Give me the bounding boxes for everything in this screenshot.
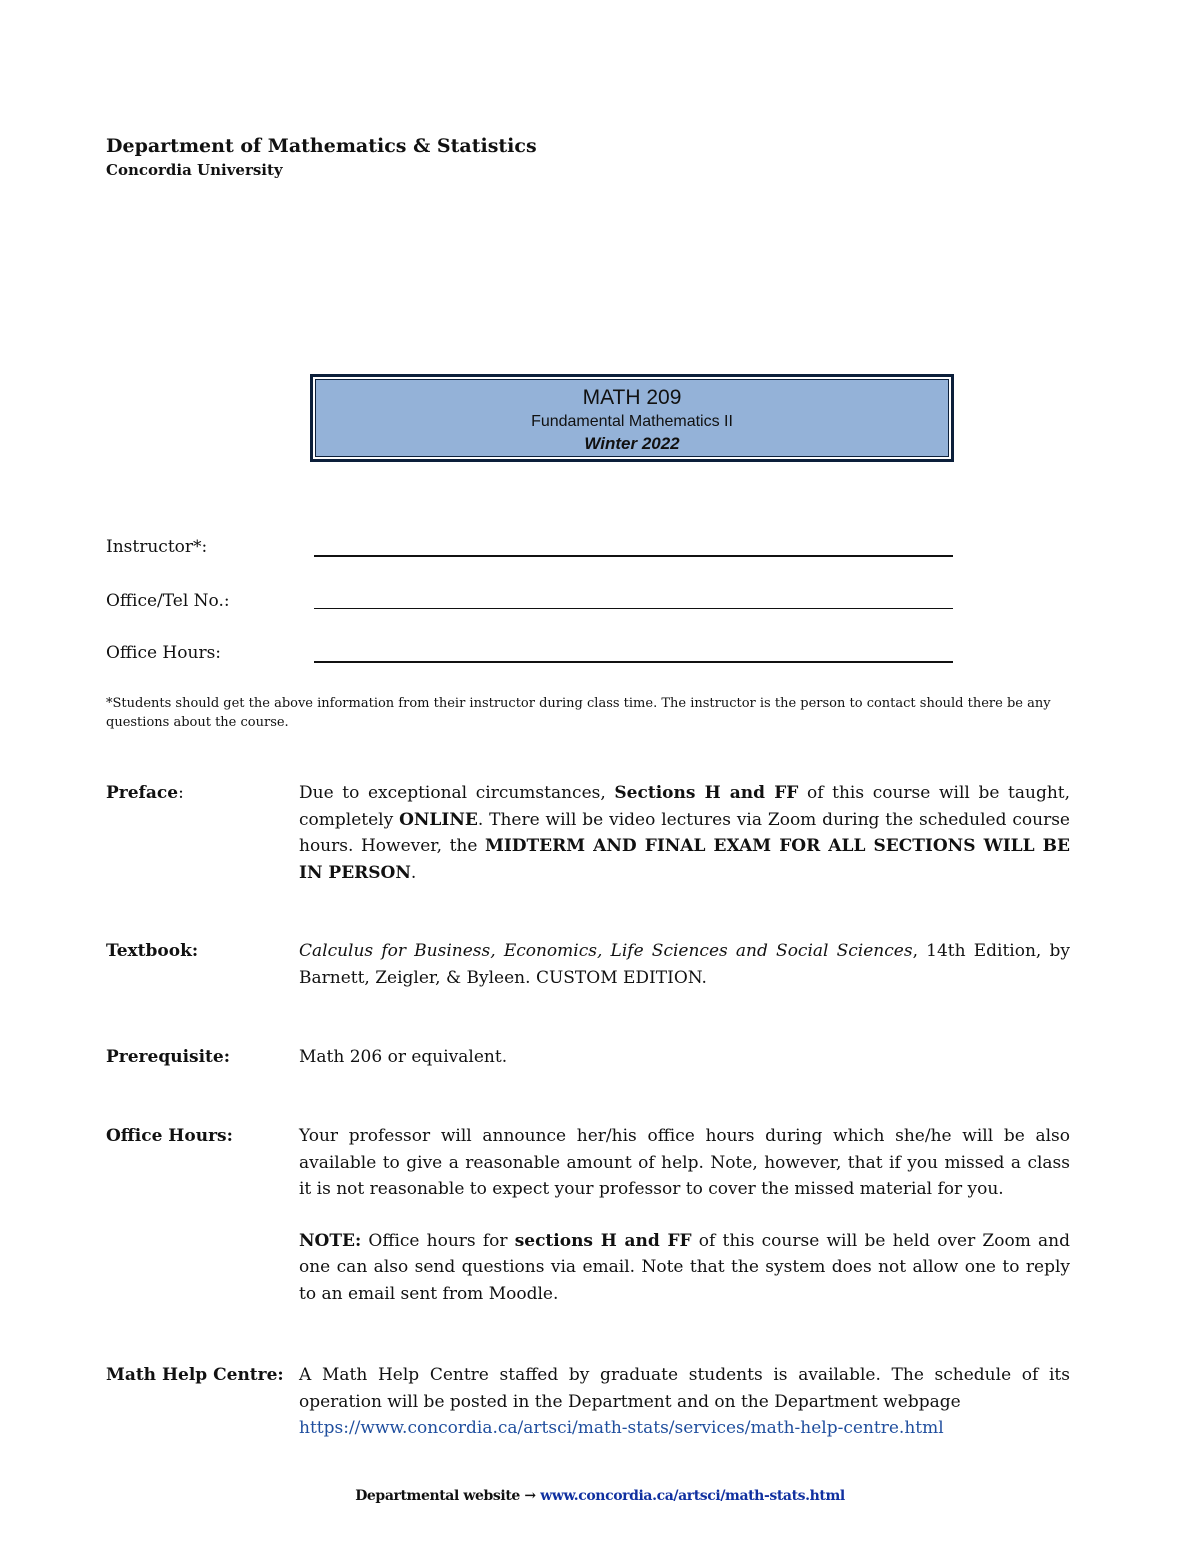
preface-text-3: . There will be video lectures via Zoom during the scheduled course hours. However, the — [299, 809, 1070, 856]
course-code: MATH 209 — [582, 386, 682, 409]
preface-label — [106, 783, 184, 803]
math-help-label: Math Help Centre: — [106, 1365, 284, 1385]
office-hours-blank-line — [314, 661, 953, 663]
preface-label-text: Preface — [106, 783, 179, 803]
preface-bold-exams: MIDTERM AND FINAL EXAM FOR ALL SECTIONS WILL BE IN PERSON — [299, 836, 1070, 883]
office-hours-note-text-2: of this course will be held over Zoom and one can also send questions via email. Note that the system does not allow one to reply to an email sent from Moodle. — [299, 1230, 1070, 1304]
office-hours-label: Office Hours: — [106, 1126, 233, 1146]
office-hours-note-label: NOTE: — [299, 1230, 362, 1251]
footer-arrow-icon: → — [524, 1488, 536, 1504]
instructor-footnote: *Students should get the above information from their instructor during class time. The instructor is the person to contact should there be any questions about the course. — [106, 696, 1051, 730]
textbook-title: Calculus for Business, Economics, Life Sciences and Social Sciences — [299, 941, 913, 961]
footer-website-link[interactable]: www.concordia.ca/artsci/math-stats.html — [540, 1488, 845, 1504]
instructor-label: Instructor*: — [106, 537, 208, 557]
footer-label: Departmental website — [355, 1488, 520, 1504]
course-term: Winter 2022 — [584, 434, 680, 453]
office-hours-text — [299, 1123, 1070, 1307]
preface-text-4: . — [410, 862, 417, 883]
instructor-blank-line — [314, 555, 953, 557]
prerequisite-text: Math 206 or equivalent. — [299, 1047, 508, 1067]
course-title-box-inner — [315, 379, 949, 457]
preface-text-1: Due to exceptional circumstances, — [299, 783, 615, 803]
office-hours-paragraph: Your professor will announce her/his office hours during which she/he will be also available to give a reasonable amount of help. Note, however, that if you missed a class it is not reasonable to expect your professor to cover the missed material for you. — [299, 1126, 1070, 1199]
office-hours-info-label: Office Hours: — [106, 643, 222, 663]
math-help-description: A Math Help Centre staffed by graduate students is available. The schedule of its operation will be posted in the Department and on the Department webpage — [299, 1365, 1070, 1412]
prerequisite-label: Prerequisite: — [106, 1047, 231, 1067]
university-name: Concordia University — [106, 161, 283, 179]
office-tel-blank-line — [314, 608, 953, 609]
math-help-text — [299, 1362, 1070, 1442]
preface-bold-online: ONLINE — [399, 809, 478, 830]
office-hours-note — [299, 1228, 1070, 1308]
course-title-box — [310, 374, 954, 462]
textbook-label: Textbook: — [106, 941, 199, 961]
department-title: Department of Mathematics & Statistics — [106, 135, 537, 157]
office-hours-note-text-1: Office hours for — [361, 1230, 515, 1251]
textbook-details: , 14th Edition, by Barnett, Zeigler, & Byleen. CUSTOM EDITION. — [299, 941, 1070, 988]
preface-text — [299, 780, 1070, 886]
preface-text-2: of this course will be taught, completely — [299, 783, 1071, 830]
course-name: Fundamental Mathematics II — [531, 413, 733, 430]
textbook-text — [299, 938, 1070, 991]
office-hours-note-bold: sections H and FF — [514, 1230, 692, 1251]
preface-label-colon: : — [178, 783, 184, 803]
office-tel-label: Office/Tel No.: — [106, 591, 230, 611]
footer — [0, 1488, 1200, 1504]
math-help-link[interactable]: https://www.concordia.ca/artsci/math-stats/services/math-help-centre.html — [299, 1418, 944, 1438]
preface-bold-sections: Sections H and FF — [614, 783, 799, 803]
